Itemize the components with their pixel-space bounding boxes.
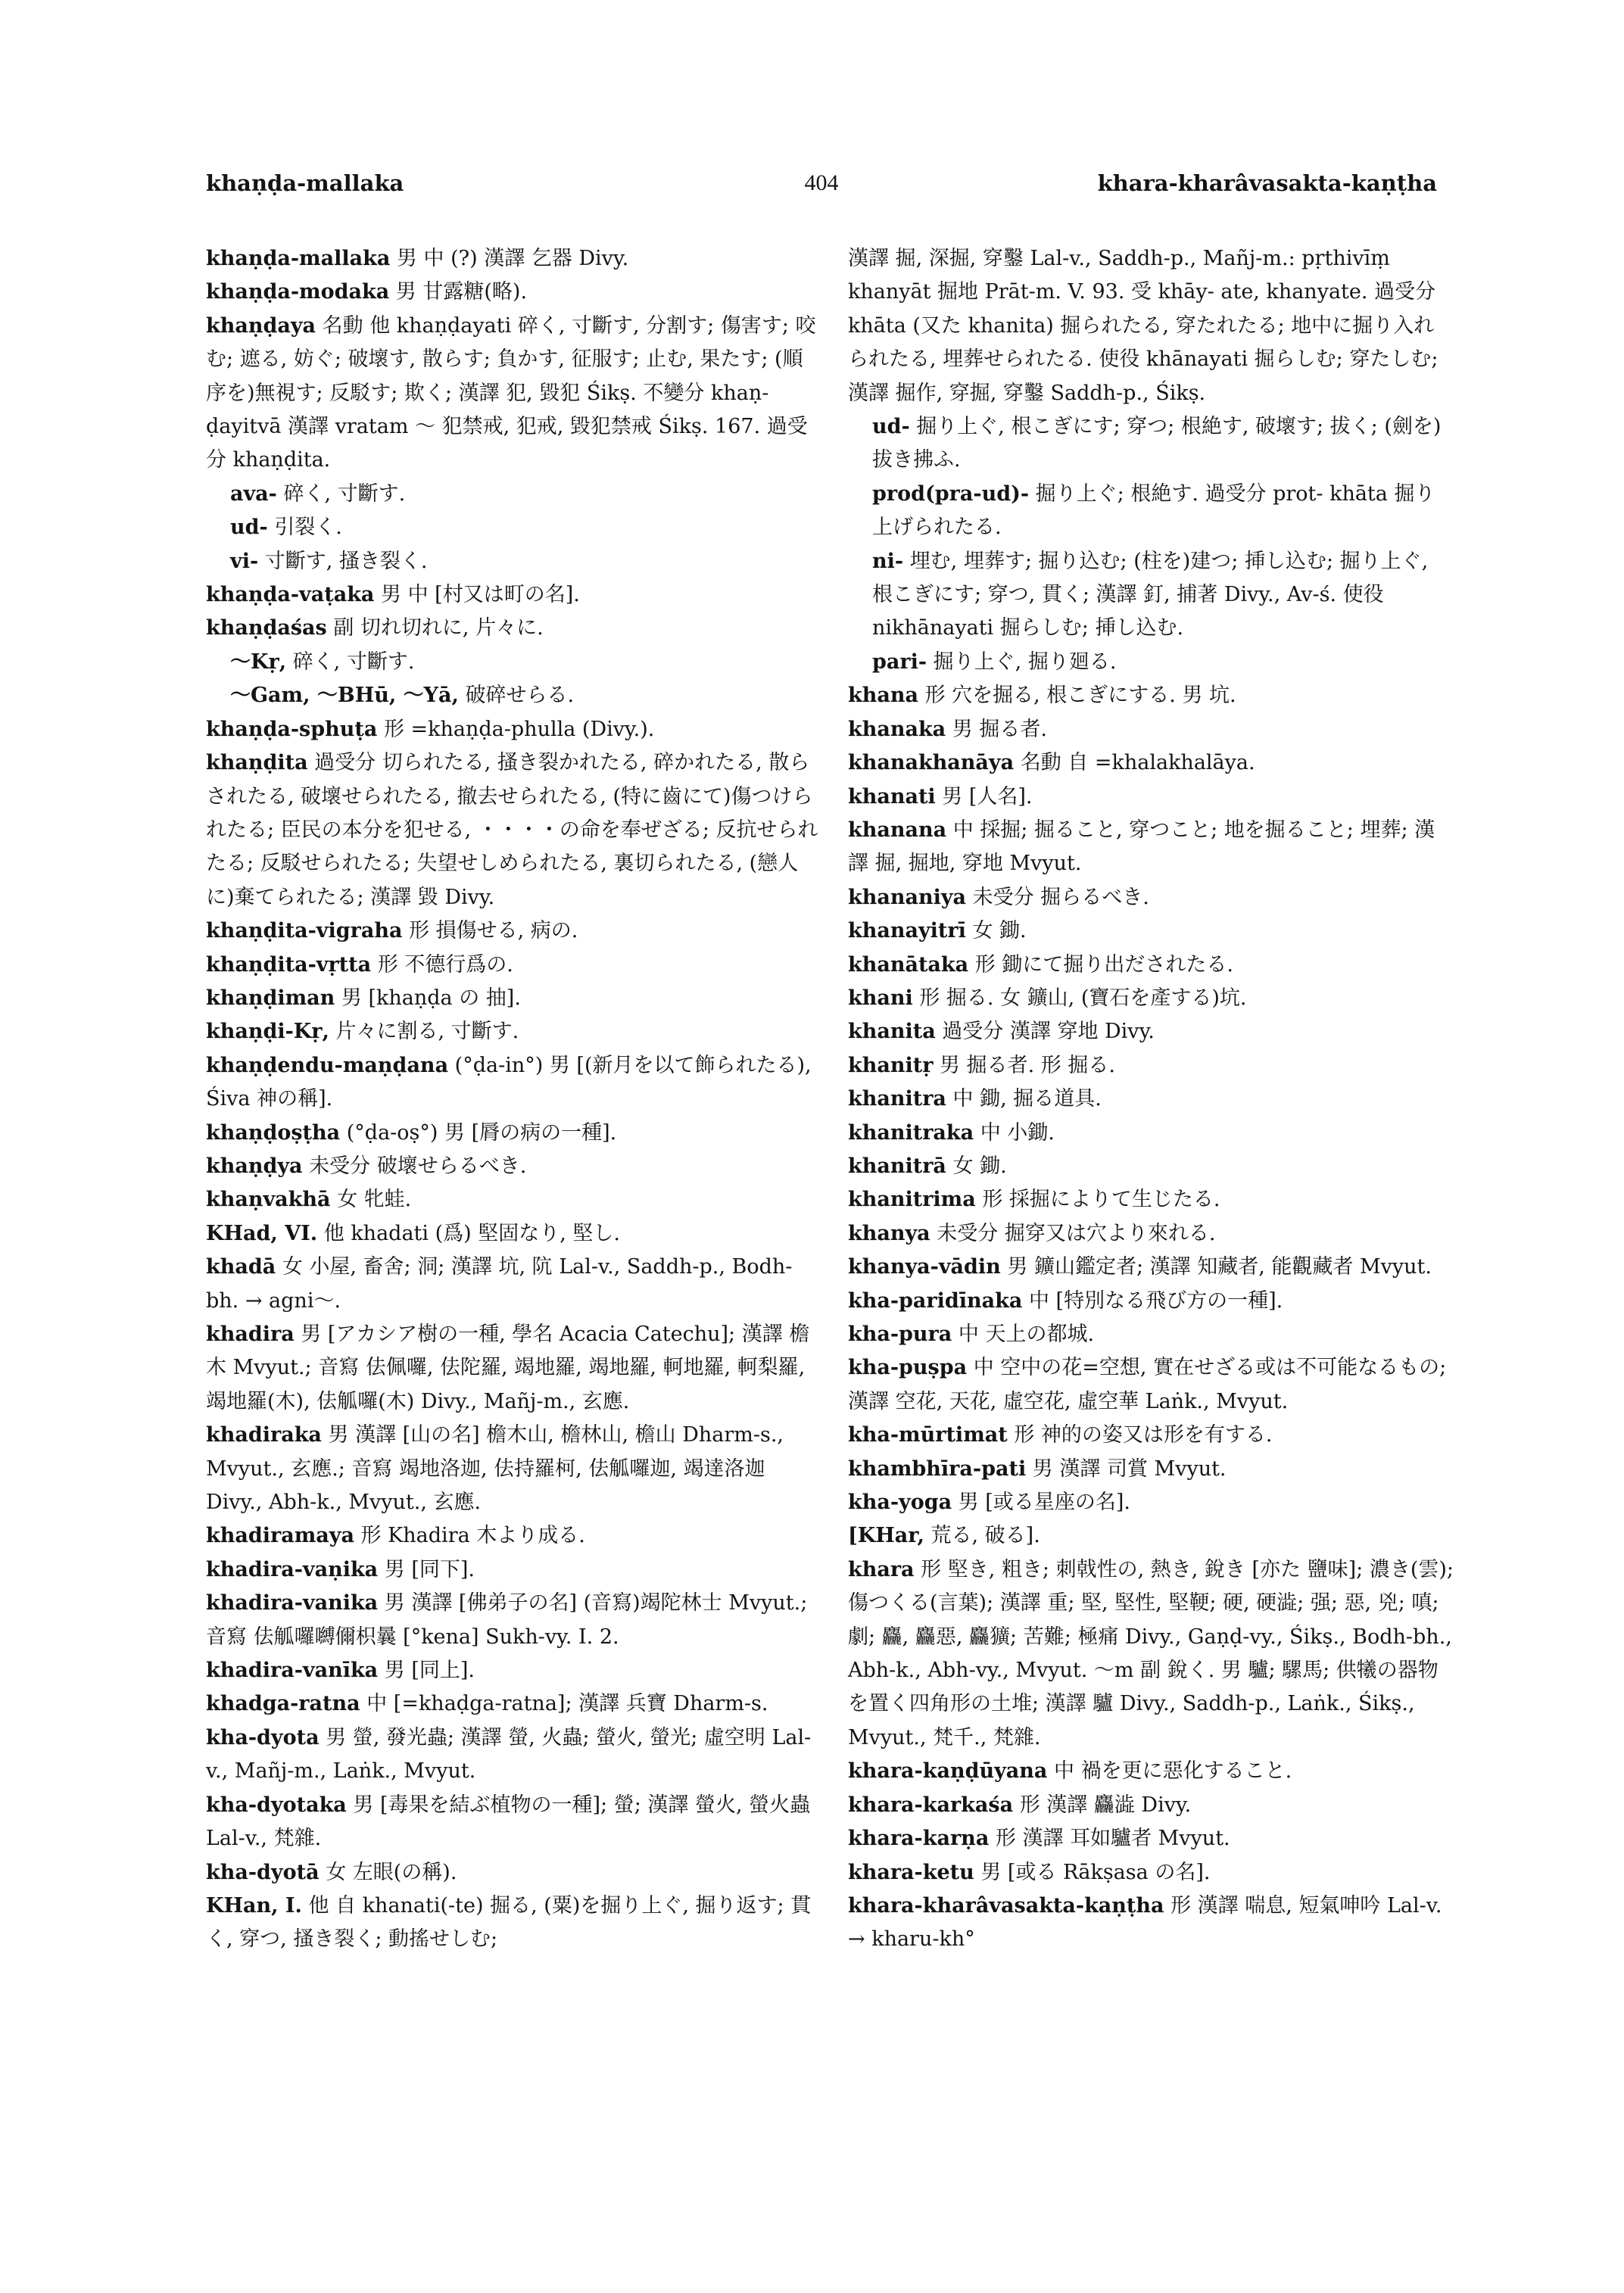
dictionary-entry (206, 1117, 821, 1150)
entry-headword: khanaka (848, 717, 946, 741)
dictionary-entry (206, 310, 821, 478)
entry-definition: 片々に割る, 寸斷す. (335, 1020, 519, 1044)
dictionary-entry (848, 1789, 1454, 1822)
dictionary-entry (206, 713, 821, 746)
dictionary-entry (848, 1351, 1454, 1419)
left-column (206, 242, 821, 1957)
dictionary-entry (206, 1890, 821, 1957)
entry-definition: 男 漢譯 司賞 Mvyut. (1032, 1456, 1227, 1481)
entry-definition: 男 [同上]. (384, 1659, 475, 1683)
entry-headword: khanitra (848, 1087, 946, 1111)
dictionary-entry (206, 276, 821, 309)
entry-definition: 女 鋤. (952, 1154, 1007, 1178)
entry-definition: 形 堅き, 粗き; 刺戟性の, 熱き, 銳き [亦た 鹽味]; 濃き(雲); 傷つくる(言葉); 漢譯 重; 堅, 堅性, 堅鞕; 硬, 硬澁; 强; 惡, 兇; 嗔; 劇; 麤, 麤惡, 麤獷; 苦難; 極痛 Divy., Gaṇḍ-vy., Śikṣ., Bodh-bh., Abh-k., Abh-vy., Mvyut. 〜m 副 銳く. 男 驢; 騾馬; 供犧の器物を置く四角形の土堆; 漢譯 驢 Divy., Saddh-p., Laṅk., Śikṣ., Mvyut., 梵千., 梵雜. (848, 1557, 1454, 1749)
running-head-right: khara-kharâvasakta-kaṇṭha (1097, 170, 1437, 196)
entry-definition: 破碎せらる. (465, 684, 575, 708)
entry-definition: 中 鋤, 掘る道具. (952, 1087, 1102, 1111)
dictionary-entry (848, 1453, 1454, 1486)
entry-headword: KHan, I. (206, 1893, 302, 1918)
entry-headword: pari- (872, 650, 927, 674)
entry-headword: KHad, VI. (206, 1221, 318, 1245)
entry-headword: khaṇḍita-vṛtta (206, 952, 372, 977)
entry-headword: khanitrima (848, 1188, 976, 1212)
entry-definition: 中 採掘; 掘ること, 穿つこと; 地を掘ること; 埋葬; 漢譯 掘, 掘地, 穿地 Mvyut. (848, 818, 1435, 876)
entry-definition: 男 漢譯 [山の名] 檐木山, 檐林山, 檐山 Dharm-s., Mvyut., 玄應.; 音寫 竭地洛迦, 佉持羅柯, 佉觚囉迦, 竭達洛迦 Divy., Abh-k., Mvyut., 玄應. (206, 1423, 784, 1515)
dictionary-entry (848, 1150, 1454, 1183)
entry-definition: 未受分 破壞せらるべき. (309, 1154, 527, 1178)
entry-headword: khadira-vanika (206, 1591, 379, 1615)
entry-headword: 〜Gam, 〜BHū, 〜Yā, (230, 684, 459, 708)
entry-headword: khara-ketu (848, 1860, 974, 1884)
entry-headword: khara-kaṇḍūyana (848, 1759, 1048, 1784)
entry-headword: prod(pra-ud)- (872, 481, 1030, 506)
entry-headword: khaṇḍa-mallaka (206, 247, 391, 270)
entry-headword: khaṇḍoṣṭha (206, 1120, 341, 1145)
entry-headword: khanitṛ (848, 1053, 934, 1077)
entry-definition: 形 漢譯 麤澁 Divy. (1019, 1793, 1192, 1817)
entry-headword: kha-dyota (206, 1725, 320, 1749)
entry-definition: 中 [特別なる飛び方の一種]. (1028, 1288, 1283, 1313)
dictionary-entry (848, 1285, 1454, 1318)
entry-headword: kha-yoga (848, 1491, 952, 1515)
dictionary-entry (848, 1015, 1454, 1048)
entry-headword: khadiramaya (206, 1524, 354, 1548)
dictionary-entry (206, 646, 821, 679)
entry-headword: khanita (848, 1020, 936, 1044)
entry-headword: khaṇvakhā (206, 1188, 331, 1212)
dictionary-entry (206, 545, 821, 578)
entry-definition: 掘り上ぐ, 根こぎにす; 穿つ; 根絶す, 破壞す; 拔く; (劍を)拔き拂ふ. (872, 415, 1442, 472)
entry-headword: khaṇḍendu-maṇḍana (206, 1053, 449, 1077)
dictionary-entry (848, 814, 1454, 881)
entry-headword: khara-kharâvasakta-kaṇṭha (848, 1893, 1164, 1918)
entry-headword: vi- (230, 549, 259, 573)
entry-definition: 形 =khaṇḍa-phulla (Divy.). (383, 717, 655, 741)
entry-headword: khaṇḍita (206, 751, 308, 775)
entry-definition: 未受分 掘穿又は穴より來れる. (937, 1221, 1216, 1245)
dictionary-entry (848, 1822, 1454, 1855)
entry-headword: ud- (230, 516, 268, 540)
dictionary-entry (206, 578, 821, 612)
entry-definition: 漢譯 掘, 深掘, 穿鑿 Lal-v., Saddh-p., Mañj-m.: pṛthivīṃ khanyāt 掘地 Prāt-m. V. 93. 受 khāy- ate, khanyate. 過受分 khāta (又た khanita) 掘られたる, 穿たれたる; 地中に掘り入れられたる, 埋葬せられたる. 使役 khānayati 掘らしむ; 穿たしむ; 漢譯 掘作, 穿掘, 穿鑿 Saddh-p., Śikṣ. (848, 247, 1439, 405)
entry-definition: 形 損傷せる, 病の. (409, 919, 578, 943)
entry-definition: 男 [アカシア樹の一種, 學名 Acacia Catechu]; 漢譯 檐木 Mvyut.; 音寫 佉佩囉, 佉陀羅, 竭地羅, 竭地羅, 軻地羅, 軻梨羅, 竭地羅(木), 佉觚囉(木) Divy., Mañj-m., 玄應. (206, 1323, 810, 1413)
dictionary-entry (848, 881, 1454, 914)
dictionary-entry (206, 612, 821, 645)
entry-definition: 形 漢譯 喘息, 短氣呻吟 Lal-v. → kharu-kh° (848, 1893, 1442, 1952)
entry-headword: khaṇḍi-Kṛ, (206, 1020, 329, 1044)
dictionary-entry (206, 1217, 821, 1251)
dictionary-entry (206, 1015, 821, 1048)
entry-definition: 形 鋤にて掘り出だされたる. (974, 952, 1233, 977)
entry-definition: 形 漢譯 耳如驢者 Mvyut. (995, 1827, 1230, 1851)
entry-headword: khaṇḍaśas (206, 616, 327, 640)
entry-definition: 女 牝蛙. (337, 1188, 412, 1212)
entry-headword: khadira (206, 1323, 295, 1346)
entry-headword: khani (848, 986, 913, 1010)
entry-definition: 埋む, 埋葬す; 掘り込む; (柱を)建つ; 挿し込む; 掘り上ぐ, 根こぎにす; 穿つ, 貫く; 漢譯 釘, 捕著 Divy., Av-ś. 使役 nikhānayati 掘らしむ; 挿し込む. (872, 549, 1429, 640)
dictionary-entry (206, 1789, 821, 1856)
entry-headword: khananiya (848, 885, 967, 909)
entry-definition: (°ḍa-in°) 男 [(新月を以て飾られたる), Śiva 神の稱]. (206, 1053, 812, 1111)
entry-headword: ava- (230, 481, 277, 506)
entry-headword: khaṇḍa-vaṭaka (206, 583, 375, 607)
dictionary-entry (206, 1251, 821, 1318)
dictionary-entry (206, 1856, 821, 1890)
entry-headword: khaṇḍiman (206, 986, 335, 1010)
entry-definition: 中 天上の都城. (958, 1323, 1095, 1346)
dictionary-entry (206, 478, 821, 511)
entry-definition: (°ḍa-oṣ°) 男 [脣の病の一種]. (346, 1120, 617, 1145)
dictionary-entry (206, 1721, 821, 1789)
dictionary-entry (206, 679, 821, 712)
entry-headword: khaṇḍya (206, 1154, 303, 1178)
entry-definition: 男 [khaṇḍa の 抽]. (341, 986, 521, 1010)
entry-headword: khanitrā (848, 1154, 946, 1178)
entry-definition: 過受分 漢譯 穿地 Divy. (942, 1020, 1155, 1044)
dictionary-entry (206, 511, 821, 544)
entry-definition: 中 禍を更に惡化すること. (1054, 1759, 1292, 1784)
entry-definition: 男 掘る者. 形 掘る. (940, 1053, 1115, 1077)
entry-definition: 形 Khadira 木より成る. (360, 1524, 585, 1548)
dictionary-entry (848, 713, 1454, 746)
dictionary-entry (848, 1049, 1454, 1083)
entry-definition: 引裂く. (274, 516, 342, 540)
entry-definition: 男 螢, 發光蟲; 漢譯 螢, 火蟲; 螢火, 螢光; 虛空明 Lal-v., Mañj-m., Laṅk., Mvyut. (206, 1725, 812, 1784)
dictionary-entry (206, 1049, 821, 1117)
entry-headword: [KHar, (848, 1524, 924, 1548)
dictionary-entry (206, 1687, 821, 1721)
entry-definition: 男 [或る Rākṣasa の名]. (980, 1860, 1211, 1884)
entry-definition: 名動 自 =khalakhalāya. (1020, 751, 1255, 775)
entry-definition: 男 [同下]. (384, 1557, 475, 1581)
dictionary-entry (206, 1553, 821, 1587)
dictionary-entry (848, 1519, 1454, 1553)
entry-definition: 女 鋤. (972, 919, 1027, 943)
dictionary-entry (848, 1856, 1454, 1890)
entry-definition: 掘り上ぐ; 根絶す. 過受分 prot- khāta 掘り上げられたる. (872, 481, 1435, 540)
dictionary-entry (848, 646, 1454, 679)
entry-headword: khaṇḍaya (206, 313, 316, 338)
entry-headword: khanana (848, 818, 947, 842)
right-column (848, 242, 1454, 1957)
entry-headword: khadira-vaṇika (206, 1557, 379, 1581)
dictionary-entry (848, 679, 1454, 712)
entry-definition: 掘り上ぐ, 掘り廻る. (933, 650, 1117, 674)
entry-headword: khana (848, 684, 918, 708)
dictionary-entry (848, 914, 1454, 948)
entry-headword: ud- (872, 415, 910, 439)
entry-definition: 形 神的の姿又は形を有する. (1014, 1423, 1273, 1447)
entry-headword: khaṇḍita-vigraha (206, 919, 403, 943)
entry-definition: 荒る, 破る]. (930, 1524, 1040, 1548)
entry-definition: 男 中 [村又は町の名]. (381, 583, 580, 607)
dictionary-entry (206, 1318, 821, 1419)
entry-headword: kha-dyotā (206, 1860, 320, 1884)
entry-headword: khanitraka (848, 1120, 974, 1145)
dictionary-entry (206, 242, 821, 276)
dictionary-entry (848, 949, 1454, 982)
entry-definition: 碎く, 寸斷す. (292, 650, 415, 674)
dictionary-entry (848, 1083, 1454, 1116)
entry-headword: khanātaka (848, 952, 969, 977)
dictionary-entry (206, 1419, 821, 1519)
page-header (206, 170, 1437, 207)
entry-definition: 男 中 (?) 漢譯 乞器 Divy. (396, 247, 629, 270)
dictionary-entry (848, 1486, 1454, 1519)
entry-definition: 男 [毒果を結ぶ植物の一種]; 螢; 漢譯 螢火, 螢火蟲 Lal-v., 梵雜. (206, 1793, 811, 1851)
dictionary-entry (848, 1251, 1454, 1284)
page-number: 404 (804, 170, 839, 195)
entry-definition: 男 [或る星座の名]. (958, 1491, 1130, 1515)
dictionary-entry (848, 746, 1454, 780)
entry-headword: khaṇḍa-modaka (206, 280, 390, 304)
dictionary-entry (848, 1183, 1454, 1217)
dictionary-entry (206, 1654, 821, 1687)
entry-definition: 副 切れ切れに, 片々に. (333, 616, 544, 640)
entry-definition: 男 鑛山鑑定者; 漢譯 知藏者, 能觀藏者 Mvyut. (1007, 1255, 1432, 1279)
entry-headword: ni- (872, 549, 904, 573)
entry-headword: khadga-ratna (206, 1692, 360, 1716)
entry-definition: 碎く, 寸斷す. (283, 481, 406, 506)
dictionary-entry (848, 982, 1454, 1015)
entry-headword: khanakhanāya (848, 751, 1015, 775)
dictionary-entry (848, 410, 1454, 478)
dictionary-entry (206, 1587, 821, 1654)
entry-headword: khanayitrī (848, 919, 966, 943)
dictionary-entry (206, 1150, 821, 1183)
dictionary-entry (848, 545, 1454, 646)
dictionary-entry (848, 242, 1454, 410)
entry-headword: khadira-vanīka (206, 1659, 379, 1683)
entry-definition: 他 自 khanati(-te) 掘る, (粟)を掘り上ぐ, 掘り返す; 貫く, 穿つ, 搔き裂く; 動搖せしむ; (206, 1893, 812, 1952)
entry-definition: 男 掘る者. (952, 717, 1047, 741)
dictionary-entry (848, 1890, 1454, 1957)
entry-definition: 男 甘露糖(略). (395, 280, 528, 304)
dictionary-entry (848, 1117, 1454, 1150)
entry-definition: 男 [人名]. (942, 784, 1033, 808)
entry-headword: khanya-vādin (848, 1255, 1001, 1279)
entry-headword: khanya (848, 1221, 930, 1245)
dictionary-entry (848, 1318, 1454, 1351)
dictionary-entry (206, 1519, 821, 1553)
entry-definition: 女 左眼(の稱). (326, 1860, 457, 1884)
dictionary-entry (848, 1553, 1454, 1755)
dictionary-entry (206, 746, 821, 914)
entry-headword: 〜Kṛ, (230, 650, 287, 674)
entry-headword: khara-karṇa (848, 1827, 990, 1851)
dictionary-entry (206, 1183, 821, 1217)
dictionary-entry (206, 982, 821, 1015)
dictionary-entry (848, 1419, 1454, 1452)
entry-definition: 名動 他 khaṇḍayati 碎く, 寸斷す, 分割す; 傷害す; 咬む; 遮る, 妨ぐ; 破壞す, 散らす; 負かす, 征服す; 止む, 果たす; (順序を)無視す; 反駁す; 欺く; 漢譯 犯, 毀犯 Śikṣ. 不變分 khaṇ- ḍayitvā 漢譯 vratam 〜 犯禁戒, 犯戒, 毀犯禁戒 Śikṣ. 167. 過受分 khaṇḍita. (206, 313, 816, 472)
entry-definition: 形 不德行爲の. (377, 952, 513, 977)
entry-headword: khambhīra-pati (848, 1456, 1027, 1481)
entry-definition: 男 漢譯 [佛弟子の名] (音寫)竭陀林士 Mvyut.; 音寫 佉觚囉嚩儞枳曩 [°kena] Sukh-vy. I. 2. (206, 1591, 808, 1649)
entry-definition: 形 掘る. 女 鑛山, (寶石を產する)坑. (919, 986, 1247, 1010)
entry-headword: kha-mūrtimat (848, 1423, 1008, 1447)
entry-definition: 未受分 掘らるべき. (972, 885, 1149, 909)
dictionary-entry (848, 1217, 1454, 1251)
entry-headword: khara (848, 1557, 915, 1581)
entry-headword: khara-karkaśa (848, 1793, 1014, 1817)
dictionary-entry (206, 949, 821, 982)
entry-headword: kha-dyotaka (206, 1793, 347, 1817)
entry-definition: 他 khadati (爲) 堅固なり, 堅し. (323, 1221, 621, 1245)
entry-definition: 中 [=khaḍga-ratna]; 漢譯 兵寶 Dharm-s. (366, 1692, 768, 1716)
entry-headword: kha-paridīnaka (848, 1288, 1023, 1313)
entry-definition: 中 空中の花=空想, 實在せざる或は不可能なるもの; 漢譯 空花, 天花, 虛空花, 虛空華 Laṅk., Mvyut. (848, 1356, 1447, 1413)
dictionary-entry (848, 780, 1454, 814)
entry-definition: 過受分 切られたる, 搔き裂かれたる, 碎かれたる, 散らされたる, 破壞せられたる, 撤去せられたる, (特に齒にて)傷つけられたる; 臣民の本分を犯せる, ・・・・の命を奉ぜざる; 反抗せられたる; 反駁せられたる; 失望せしめられたる, 裏切られたる, (戀人に)棄てられたる; 漢譯 毀 Divy. (206, 751, 818, 909)
entry-headword: khaṇḍa-sphuṭa (206, 717, 378, 741)
entry-headword: khadā (206, 1255, 276, 1279)
entry-definition: 女 小屋, 畜舍; 洞; 漢譯 坑, 阬 Lal-v., Saddh-p., Bodh-bh. → agni〜. (206, 1255, 793, 1313)
entry-headword: khanati (848, 784, 936, 808)
running-head-left: khaṇḍa-mallaka (206, 170, 404, 196)
entry-definition: 形 穴を掘る, 根こぎにする. 男 坑. (924, 684, 1236, 708)
entry-definition: 寸斷す, 搔き裂く. (264, 549, 428, 573)
entry-headword: khadiraka (206, 1423, 322, 1447)
entry-definition: 形 採掘によりて生じたる. (982, 1188, 1220, 1212)
dictionary-entry (848, 478, 1454, 545)
entry-definition: 中 小鋤. (980, 1120, 1055, 1145)
entry-headword: kha-pura (848, 1323, 952, 1346)
dictionary-entry (848, 1755, 1454, 1788)
dictionary-entry (206, 914, 821, 948)
entry-headword: kha-puṣpa (848, 1356, 968, 1380)
